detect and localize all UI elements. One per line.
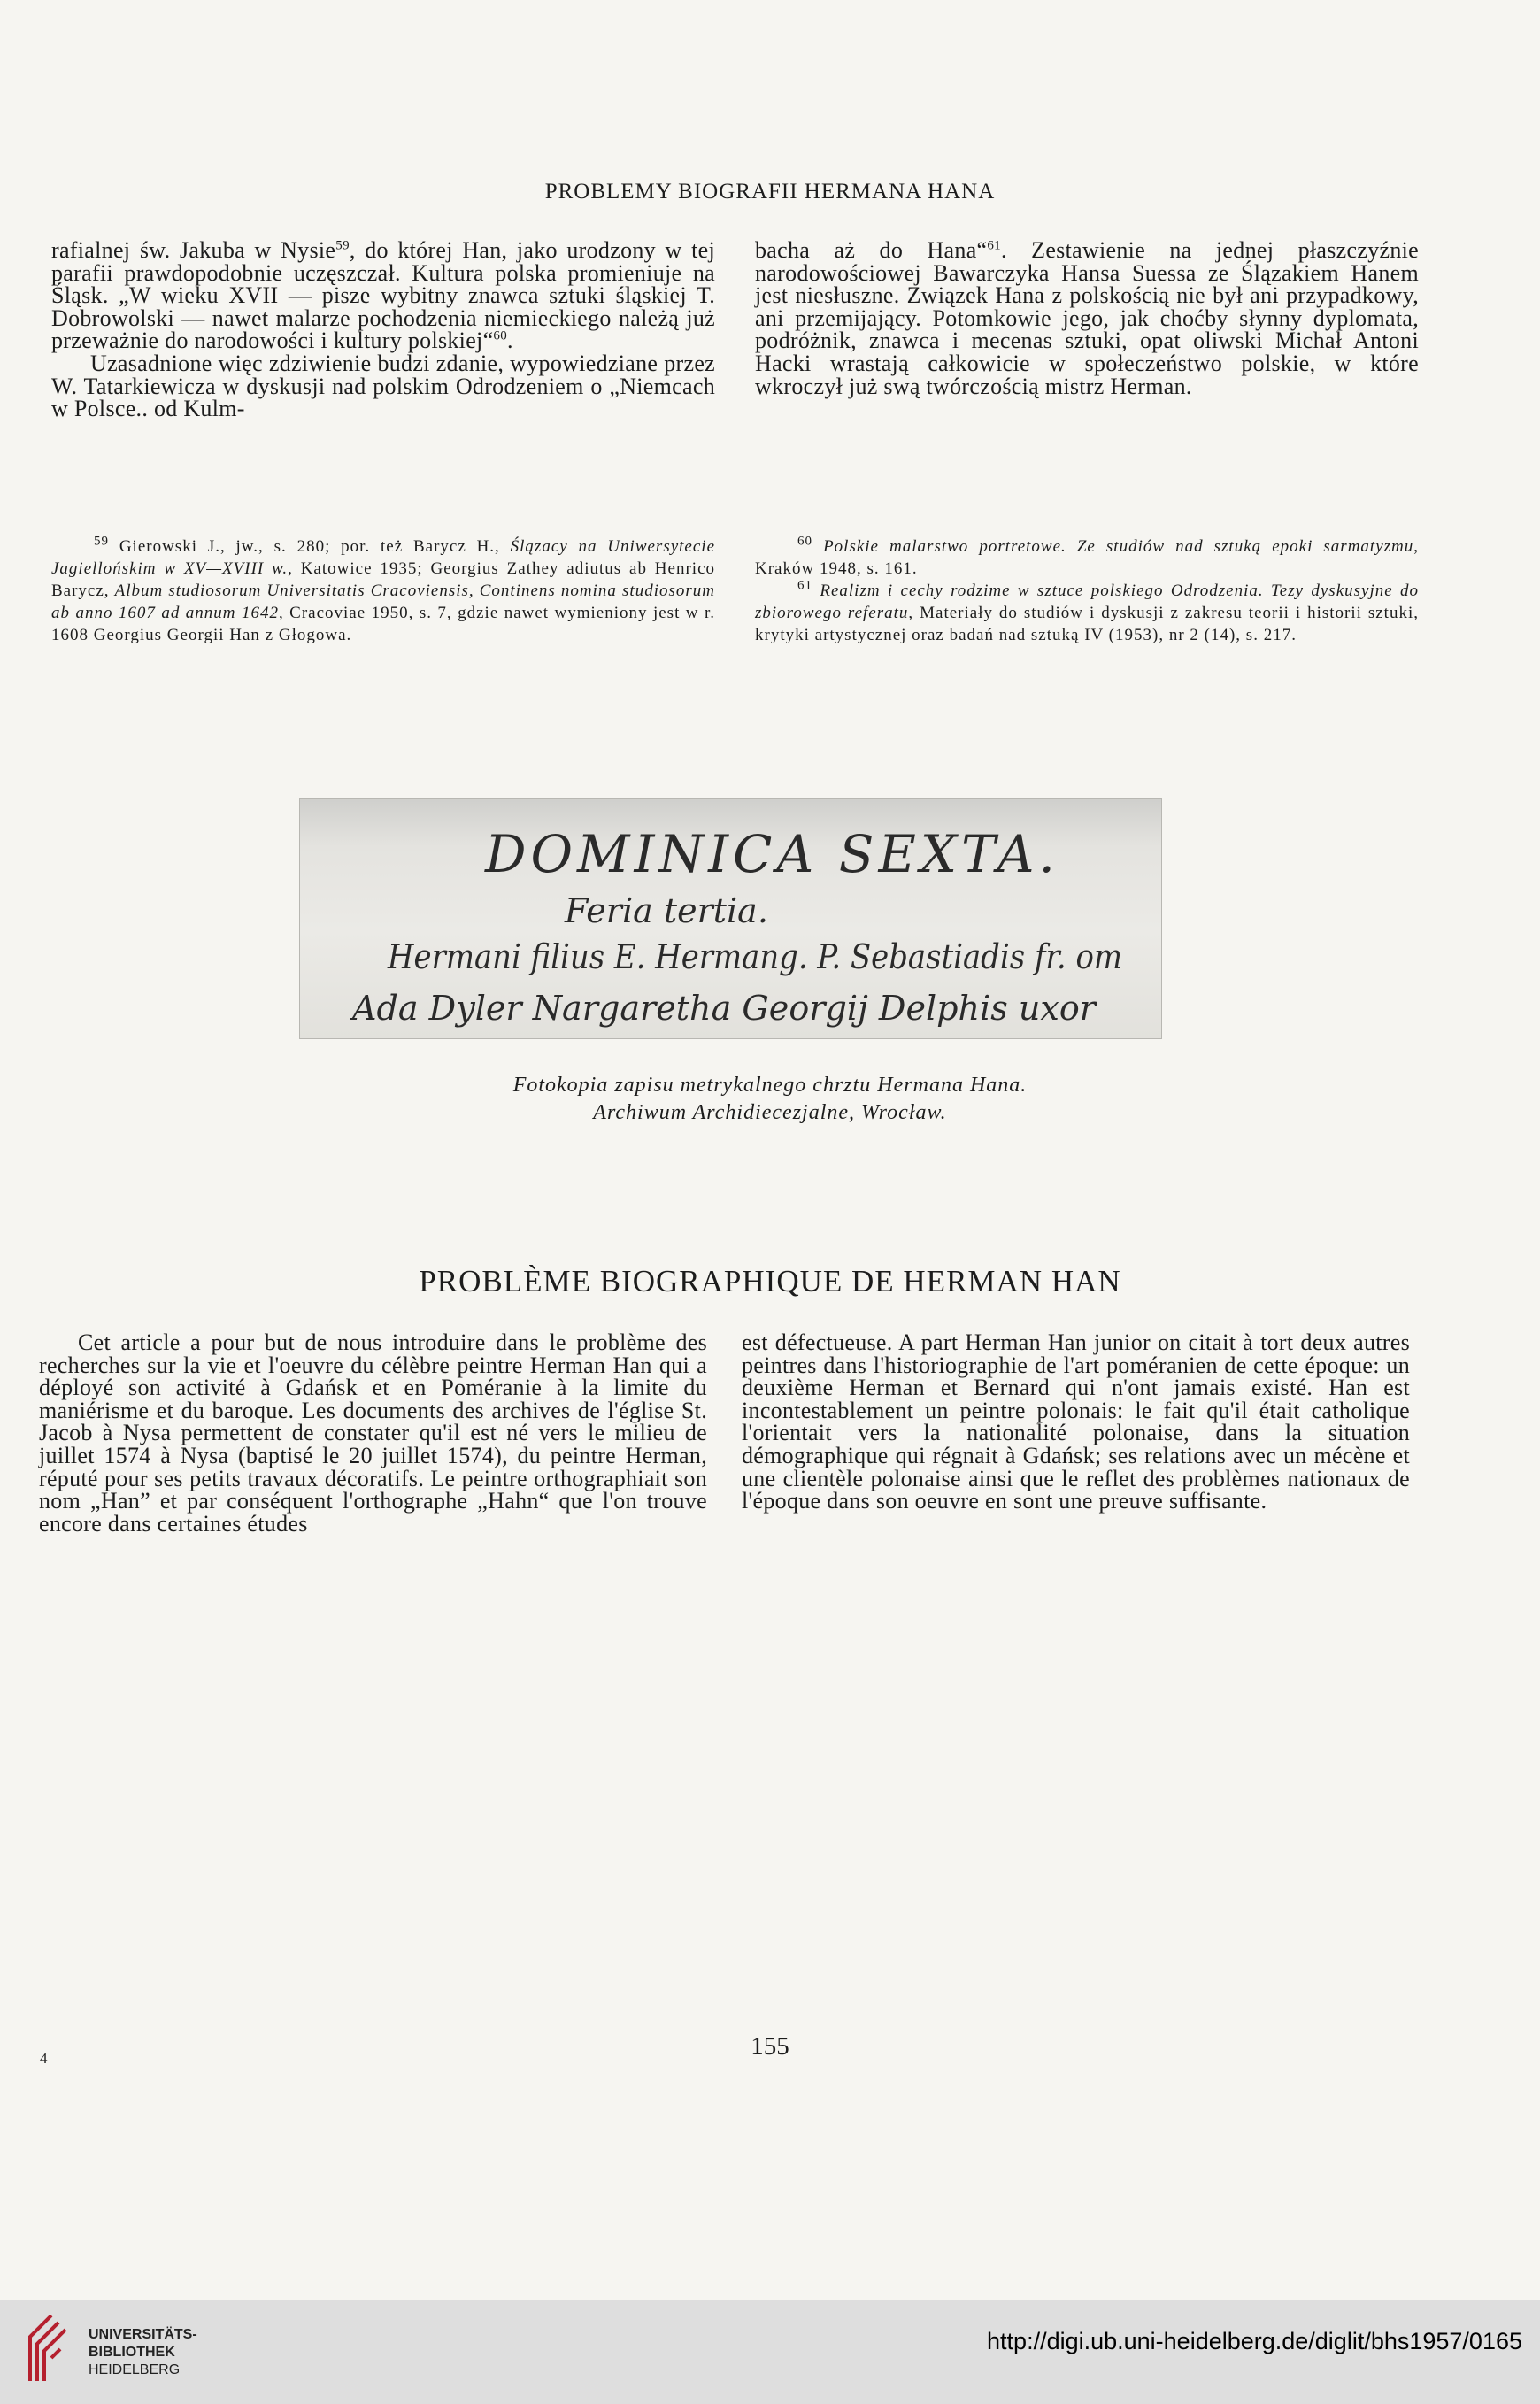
- footnotes-left: [51, 536, 715, 646]
- footnote-60: $^{60}$ Polskie malarstwo portretowe. Ze studiów nad sztuką epoki sarmatyzmu, Kraków 1948, s. 161.: [755, 534, 1419, 578]
- margin-mark: 4: [40, 2050, 48, 2067]
- polish-left-column: [51, 239, 715, 420]
- photo-caption: Fotokopia zapisu metrykalnego chrztu Hermana Hana. Archiwum Archidiecezjalne, Wrocław.: [512, 1074, 1028, 1124]
- footnote-ref: 59: [335, 238, 350, 253]
- library-logo-text: UNIVERSITÄTS- BIBLIOTHEK HEIDELBERG: [89, 2327, 197, 2377]
- paragraph: est défectueuse. A part Herman Han junior on citait à tort deux autres peintres dans l'historiographie de l'art poméranien de cette époque: un deuxième Herman et Bernard qui n'ont jamais existé. Han est incontestablement un peintre polonais: le fait qu'il était catholique l'orientait vers la nationalité polonaise, dans la situation démographique qui régnait à Gdańsk; ses relations avec un mécène et une clientèle polonaise ainsi que le reflet des problèmes nationaux de l'époque dans son oeuvre en sont une preuve suffisante.: [742, 1329, 1410, 1514]
- manuscript-line-1: DOMINICA SEXTA.: [485, 824, 1059, 884]
- footer-bar: [0, 2300, 1540, 2404]
- library-logo-icon: [16, 2308, 74, 2388]
- french-left-column: [39, 1331, 707, 1535]
- footnote-59: $^{59}$ Gierowski J., jw., s. 280; por. też Barycz H., Ślązacy na Uniwersytecie Jagiellońskim w XV—XVIII w., Katowice 1935; Georgius Zathey adiutus ab Henrico Barycz, Album studiosorum Universitatis Cracoviensis, Continens nomina studiosorum ab anno 1607 ad annum 1642, Cracoviae 1950, s. 7, gdzie nawet wymieniony jest w r. 1608 Georgius Georgii Han z Głogowa.: [51, 534, 716, 644]
- polish-right-column: [755, 239, 1419, 397]
- section-title: PROBLÈME BIOGRAPHIQUE DE HERMAN HAN: [419, 1264, 1121, 1298]
- paragraph: Uzasadnione więc zdziwienie budzi zdanie, wypowiedziane przez W. Tatarkiewicza w dyskusji nad polskim Odrodzeniem o „Niemcach w Polsce.. od Kulm-: [51, 350, 715, 422]
- manuscript-photo: [299, 798, 1162, 1039]
- source-url-link[interactable]: http://digi.ub.uni-heidelberg.de/diglit/bhs1957/0165: [987, 2328, 1522, 2354]
- manuscript-line-2: Feria tertia.: [565, 891, 768, 930]
- footnote-ref: 60: [493, 328, 508, 343]
- manuscript-line-4: Ada Dyler Nargaretha Georgij Delphis uxor: [349, 989, 1098, 1028]
- paragraph: Cet article a pour but de nous introduire dans le problème des recherches sur la vie et l'oeuvre du célèbre peintre Herman Han qui a déployé son activité à Gdańsk et en Poméranie à la limite du maniérisme et du baroque. Les documents des archives de l'église St. Jacob à Nysa permettent de constater qu'il est né vers le milieu de juillet 1574 à Nysa (baptisé le 20 juillet 1574), du peintre Herman, réputé pour ses petits travaux décoratifs. Le peintre orthographiait son nom „Han” et par conséquent l'orthographe „Hahn“ que l'on trouve encore dans certaines études: [39, 1329, 707, 1537]
- french-right-column: [742, 1331, 1410, 1513]
- paragraph: bacha aż do Hana“$^{61}$. Zestawienie na jednej płaszczyźnie narodowościowej Bawarczyka Hansa Suessa ze Ślązakiem Hanem jest niesłuszne. Związek Hana z polskością nie był ani przypadkowy, ani przemijający. Potomkowie jego, jak choćby słynny dyplomata, podróżnik, znawca i mecenas sztuki, opat oliwski Michał Antoni Hacki wrastają całkowicie w społeczeństwo polskie, w które wkroczył już swą twórczością mistrz Herman.: [755, 237, 1419, 399]
- manuscript-line-3: Hermani filius E. Hermang. P. Sebastiadis fr. om: [387, 937, 1122, 976]
- footnote-61: $^{61}$ Realizm i cechy rodzime w sztuce polskiego Odrodzenia. Tezy dyskusyjne do zbiorowego referatu, Materiały do studiów i dyskusji z zakresu teorii i historii sztuki, krytyki artystycznej oraz badań nad sztuką IV (1953), nr 2 (14), s. 217.: [755, 578, 1420, 644]
- footnotes-right: [755, 536, 1419, 646]
- footnote-ref: 61: [987, 238, 1001, 253]
- paragraph: rafialnej św. Jakuba w Nysie$^{59}$, do której Han, jako urodzony w tej parafii prawdopodobnie uczęszczał. Kultura polska promieniuje na Śląsk. „W wieku XVII — pisze wybitny znawca sztuki śląskiej T. Dobrowolski — nawet malarze pochodzenia niemieckiego należą już przeważnie do narodowości i kultury polskiej“$^{60}$.: [51, 237, 715, 354]
- running-head: PROBLEMY BIOGRAFII HERMANA HANA: [544, 180, 996, 204]
- page-number: 155: [751, 2032, 789, 2061]
